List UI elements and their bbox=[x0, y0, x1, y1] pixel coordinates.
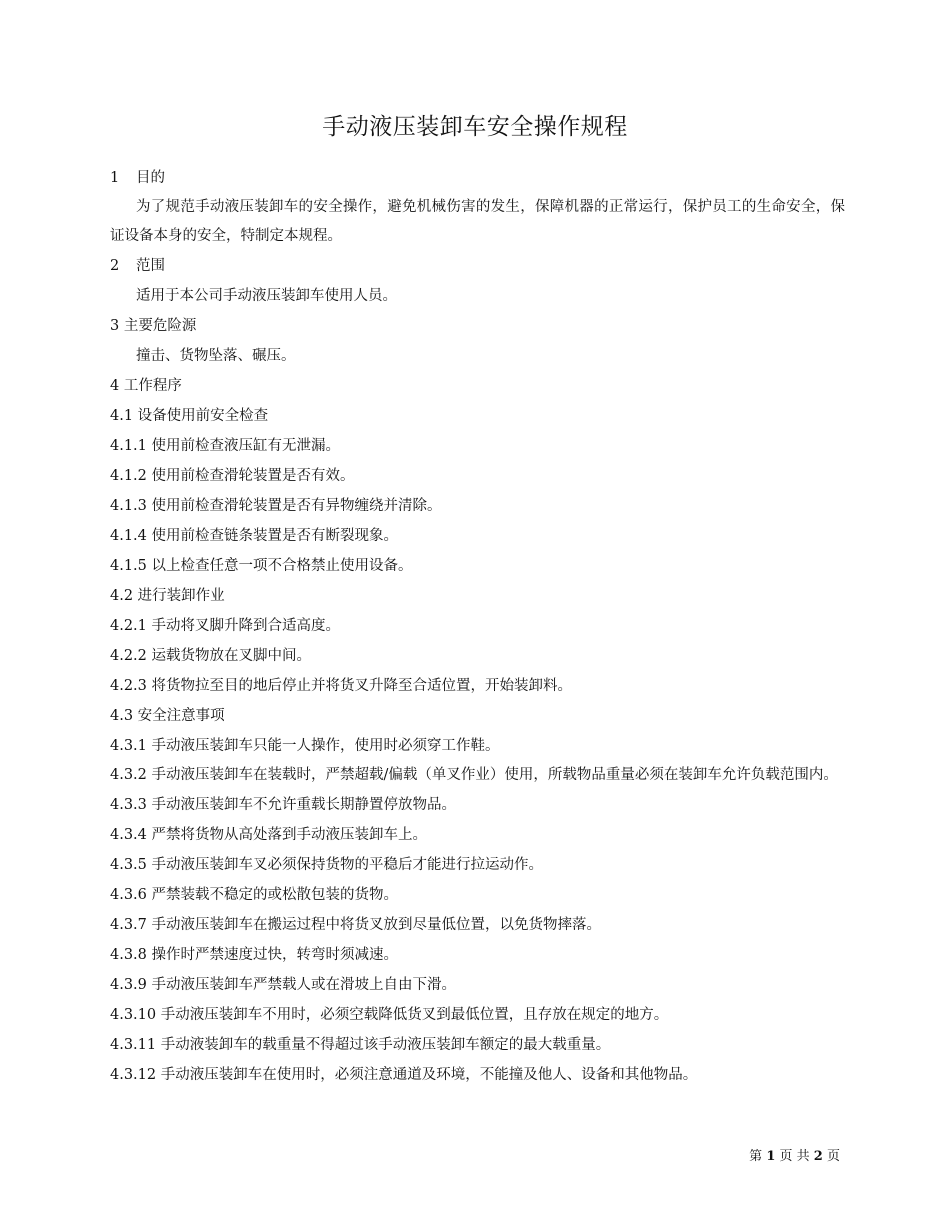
list-item: 4.3.6 严禁装载不稳定的或松散包装的货物。 bbox=[110, 887, 399, 903]
footer-total-pages: 2 bbox=[813, 1149, 823, 1164]
list-item: 4.1.5 以上检查任意一项不合格禁止使用设备。 bbox=[110, 558, 413, 574]
section-3-heading: 3 主要危险源 bbox=[110, 318, 197, 334]
list-item: 4.3.12 手动液压装卸车在使用时，必须注意通道及环境，不能撞及他人、设备和其他物品。 bbox=[110, 1067, 698, 1083]
section-4-3-heading: 4.3 安全注意事项 bbox=[110, 708, 225, 724]
list-item: 4.3.7 手动液压装卸车在搬运过程中将货叉放到尽量低位置，以免货物摔落。 bbox=[110, 917, 602, 933]
document-title: 手动液压装卸车安全操作规程 bbox=[322, 114, 628, 140]
list-item: 4.3.5 手动液压装卸车叉必须保持货物的平稳后才能进行拉运动作。 bbox=[110, 857, 544, 873]
list-item: 4.1.2 使用前检查滑轮装置是否有效。 bbox=[110, 468, 355, 484]
list-item: 4.3.1 手动液压装卸车只能一人操作，使用时必须穿工作鞋。 bbox=[110, 738, 500, 754]
footer-prefix: 第 bbox=[749, 1149, 763, 1164]
section-3-text: 撞击、货物坠落、碾压。 bbox=[136, 348, 296, 364]
list-item: 4.3.3 手动液压装卸车不允许重载长期静置停放物品。 bbox=[110, 797, 457, 813]
section-2-number: 2 bbox=[110, 258, 120, 274]
list-item: 4.3.10 手动液压装卸车不用时，必须空载降低货叉到最低位置，且存放在规定的地方。 bbox=[110, 1007, 669, 1023]
list-item: 4.3.11 手动液装卸车的载重量不得超过该手动液压装卸车额定的最大载重量。 bbox=[110, 1037, 611, 1053]
page-footer bbox=[749, 1145, 840, 1164]
list-item: 4.1.3 使用前检查滑轮装置是否有异物缠绕并清除。 bbox=[110, 498, 442, 514]
section-1-text: 为了规范手动液压装卸车的安全操作，避免机械伤害的发生，保障机器的正常运行，保护员工的生命安全，保证设备本身的安全，特制定本规程。 bbox=[110, 199, 845, 244]
section-1-number: 1 bbox=[110, 170, 120, 186]
list-item: 4.2.2 运载货物放在叉脚中间。 bbox=[110, 648, 312, 664]
list-item: 4.3.9 手动液压装卸车严禁载人或在滑坡上自由下滑。 bbox=[110, 977, 457, 993]
section-2-text: 适用于本公司手动液压装卸车使用人员。 bbox=[136, 288, 397, 304]
section-2-title: 范围 bbox=[136, 258, 165, 274]
section-4-1-heading: 4.1 设备使用前安全检查 bbox=[110, 408, 269, 424]
list-item-multiline: 4.3.2 手动液压装卸车在装载时，严禁超载/偏载（单叉作业）使用，所载物品重量必须在装卸车允许负载范围内。 bbox=[110, 767, 838, 783]
document-body bbox=[110, 163, 845, 1090]
section-1-title: 目的 bbox=[136, 170, 165, 186]
section-4-heading: 4 工作程序 bbox=[110, 378, 182, 394]
section-1-heading bbox=[110, 163, 845, 193]
section-2-heading bbox=[110, 251, 845, 281]
list-item: 4.2.1 手动将叉脚升降到合适高度。 bbox=[110, 618, 341, 634]
section-4-2-heading: 4.2 进行装卸作业 bbox=[110, 588, 225, 604]
list-item: 4.3.4 严禁将货物从高处落到手动液压装卸车上。 bbox=[110, 827, 428, 843]
footer-suffix: 页 bbox=[826, 1149, 840, 1164]
footer-page-number: 1 bbox=[766, 1149, 776, 1164]
list-item: 4.2.3 将货物拉至目的地后停止并将货叉升降至合适位置，开始装卸料。 bbox=[110, 678, 573, 694]
footer-middle: 页 共 bbox=[779, 1149, 810, 1164]
list-item: 4.3.8 操作时严禁速度过快，转弯时须减速。 bbox=[110, 947, 399, 963]
list-item: 4.1.1 使用前检查液压缸有无泄漏。 bbox=[110, 438, 341, 454]
list-item: 4.1.4 使用前检查链条装置是否有断裂现象。 bbox=[110, 528, 399, 544]
